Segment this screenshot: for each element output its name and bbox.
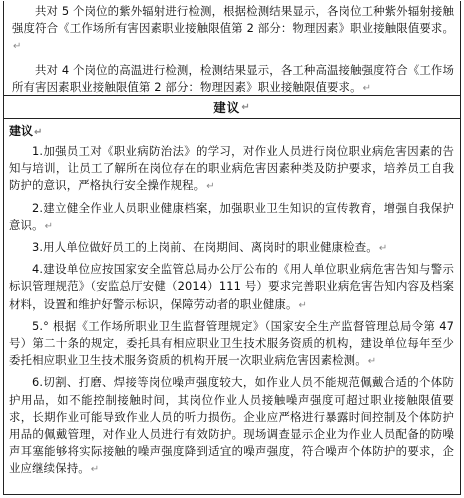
findings-cell (4, 1, 460, 95)
paragraph-mark-icon: ↵ (34, 127, 43, 138)
heat-finding (12, 62, 454, 97)
paragraph-mark-icon: ↵ (298, 299, 308, 311)
recommendation-text: 2.建立健全作业人员职业健康档案，加强职业卫生知识的宣传教育，增强自我保护意识。 (9, 200, 454, 232)
section-header-title: 建议 (213, 100, 241, 115)
section-header-row (4, 95, 460, 119)
subheading-text: 建议 (9, 124, 34, 138)
paragraph-mark-icon: ↵ (241, 101, 251, 113)
recommendation-item (9, 374, 454, 478)
report-table (3, 1, 461, 495)
paragraph-mark-icon: ↵ (362, 82, 372, 94)
paragraph-mark-icon: ↵ (13, 41, 22, 53)
paragraph-mark-icon: ↵ (378, 243, 388, 255)
paragraph-mark-icon: ↵ (367, 356, 377, 368)
recommendation-item (9, 318, 454, 371)
recommendations-subheading (9, 122, 454, 142)
uv-radiation-finding (12, 3, 454, 56)
recommendation-item (9, 143, 454, 196)
recommendations-cell (4, 119, 460, 479)
recommendation-item (9, 239, 454, 257)
heat-text: 共对 4 个岗位的高温进行检测，检测结果显示，各工种高温接触强度符合《工作场所有害因素职业接触限值第 2 部分：物理因素》职业接触限值要求。 (12, 62, 454, 94)
paragraph-mark-icon: ↵ (90, 464, 100, 476)
recommendation-text: 5.° 根据《工作场所职业卫生监督管理规定》（国家安全生产监督管理总局令第 47 号）第二十条的规定，委托具有相应职业卫生技术服务资质的机构，建设单位每年至少委托相应职业卫生技术服务资质的机构开展一次职业病危害因素检测。 (9, 318, 454, 368)
recommendation-text: 6.切割、打磨、焊接等岗位噪声强度较大，如作业人员不能规范佩戴合适的个体防护用品，如不能控制接触时间，其岗位作业人员接触噪声强度可超过职业接触限值要求，长期作业可能导致作业人员的听力损伤。企业应严格进行暴露时间控制及个体防护用品的佩戴管理，对作业人员进行有效防护。现场调查显示企业为作业人员配备的防噪声耳塞能够将实际接触的噪声强度降到适宜的噪声强度，符合噪声个体防护的要求，企业应继续保持。 (9, 375, 454, 476)
paragraph-mark-icon: ↵ (206, 181, 215, 193)
uv-radiation-text: 共对 5 个岗位的紫外辐射进行检测，根据检测结果显示，各岗位工种紫外辐射接触强度符合《工作场所有害因素职业接触限值第 2 部分：物理因素》职业接触限值要求。 (12, 4, 454, 36)
recommendation-item (9, 200, 454, 235)
recommendation-item (9, 261, 454, 314)
paragraph-mark-icon: ↵ (44, 220, 54, 232)
recommendation-text: 3.用人单位做好员工的上岗前、在岗期间、离岗时的职业健康检查。 (32, 240, 378, 255)
recommendation-text: 4.建设单位应按国家安全监管总局办公厅公布的《用人单位职业病危害告知与警示标识管理规范》（安监总厅安健（2014）111 号）要求完善职业病危害告知内容及档案材料，设置和维护好警示标识，保障劳动者的职业健康。 (9, 262, 454, 311)
recommendation-text: 1.加强员工对《职业病防治法》的学习，对作业人员进行岗位职业病危害因素的告知与培训，让员工了解所在岗位存在的职业病危害因素种类及防护要求，培养员工自我防护的意识，严格执行安全操作规程。 (9, 144, 454, 193)
